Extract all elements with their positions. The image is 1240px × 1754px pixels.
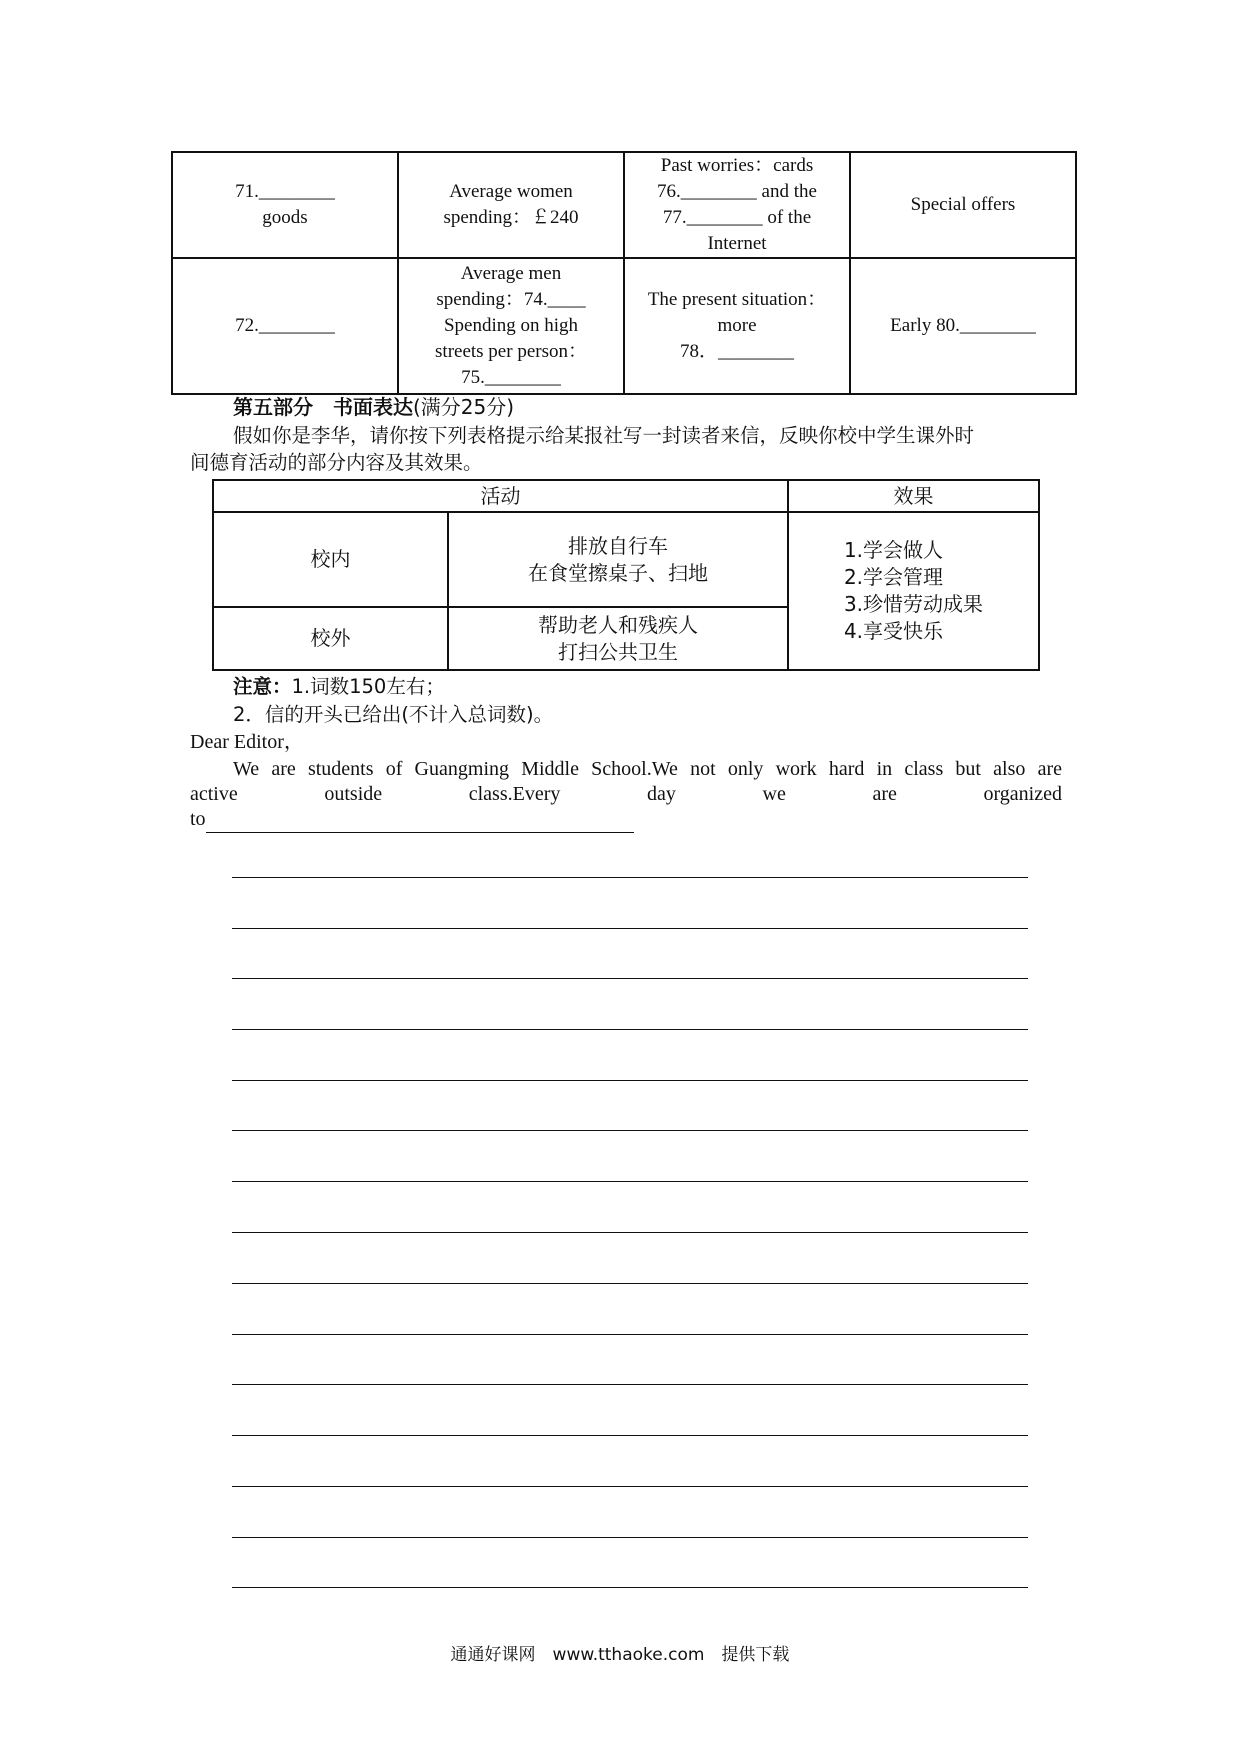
section-heading xyxy=(233,394,514,422)
table-row xyxy=(213,480,1039,512)
inside-label: 校内 xyxy=(213,512,448,607)
answer-line[interactable] xyxy=(232,1384,1028,1385)
letter-line-3 xyxy=(190,806,634,833)
answer-line[interactable] xyxy=(232,1587,1028,1588)
outside-activities: 帮助老人和残疾人 打扫公共卫生 xyxy=(448,607,788,670)
answer-line[interactable] xyxy=(232,1334,1028,1335)
cell-72: 72.________ xyxy=(172,258,398,394)
cell-past-worries: Past worries：cards 76.________ and the 77.________ of the Internet xyxy=(624,152,850,258)
letter-word: class.Every xyxy=(468,783,561,805)
letter-salutation: Dear Editor， xyxy=(190,731,304,753)
answer-line[interactable] xyxy=(232,1283,1028,1284)
table-row xyxy=(172,152,1076,258)
answer-line[interactable] xyxy=(232,928,1028,929)
cell-special-offers: Special offers xyxy=(850,152,1076,258)
letter-word: organized xyxy=(983,783,1062,805)
answer-line[interactable] xyxy=(232,1435,1028,1436)
note-line-1 xyxy=(233,673,445,700)
shopping-table xyxy=(171,151,1077,395)
effects-cell xyxy=(788,512,1039,670)
section-title: 第五部分 书面表达 xyxy=(233,395,413,419)
cell-early-80: Early 80.________ xyxy=(850,258,1076,394)
header-effect: 效果 xyxy=(788,480,1039,512)
answer-line[interactable] xyxy=(232,978,1028,979)
answer-line[interactable] xyxy=(232,1181,1028,1182)
prompt-line-2: 间德育活动的部分内容及其效果。 xyxy=(190,451,483,474)
answer-line[interactable] xyxy=(232,1537,1028,1538)
note-label: 注意： xyxy=(233,675,292,698)
letter-word: are xyxy=(872,783,897,805)
effects-list: 1.学会做人 2.学会管理 3.珍惜劳动成果 4.享受快乐 xyxy=(843,538,984,643)
table-row xyxy=(172,258,1076,394)
table-row xyxy=(213,512,1039,607)
note-2: 2．信的开头已给出(不计入总词数)。 xyxy=(233,703,554,726)
letter-line-2 xyxy=(190,781,1062,807)
answer-line[interactable] xyxy=(232,1080,1028,1081)
cell-women-spending: Average women spending：￡240 xyxy=(398,152,624,258)
header-activity: 活动 xyxy=(213,480,788,512)
section-score: (满分25分) xyxy=(413,395,515,419)
letter-line-1: We are students of Guangming Middle School.We not only work hard in class but also are xyxy=(233,758,1062,780)
letter-word: day xyxy=(647,783,676,805)
answer-line[interactable] xyxy=(232,1029,1028,1030)
inside-activities: 排放自行车 在食堂擦桌子、扫地 xyxy=(448,512,788,607)
note-1: 1.词数150左右； xyxy=(291,675,445,698)
letter-word: outside xyxy=(324,783,383,805)
activity-table xyxy=(212,479,1040,671)
cell-present-situation: The present situation： more 78．________ xyxy=(624,258,850,394)
letter-line-3-start: to xyxy=(190,808,206,830)
page-footer: 通通好课网 www.tthaoke.com 提供下载 xyxy=(450,1645,790,1665)
outside-label: 校外 xyxy=(213,607,448,670)
cell-71-goods: 71.________ goods xyxy=(172,152,398,258)
cell-men-spending: Average men spending：74.____ Spending on high streets per person： 75.________ xyxy=(398,258,624,394)
answer-blank-inline[interactable] xyxy=(206,810,634,833)
answer-line[interactable] xyxy=(232,1232,1028,1233)
answer-line[interactable] xyxy=(232,1486,1028,1487)
letter-word: we xyxy=(762,783,786,805)
letter-word: active xyxy=(190,783,238,805)
answer-line[interactable] xyxy=(232,1130,1028,1131)
answer-line[interactable] xyxy=(232,877,1028,878)
prompt-line-1: 假如你是李华，请你按下列表格提示给某报社写一封读者来信，反映你校中学生课外时 xyxy=(233,424,975,447)
